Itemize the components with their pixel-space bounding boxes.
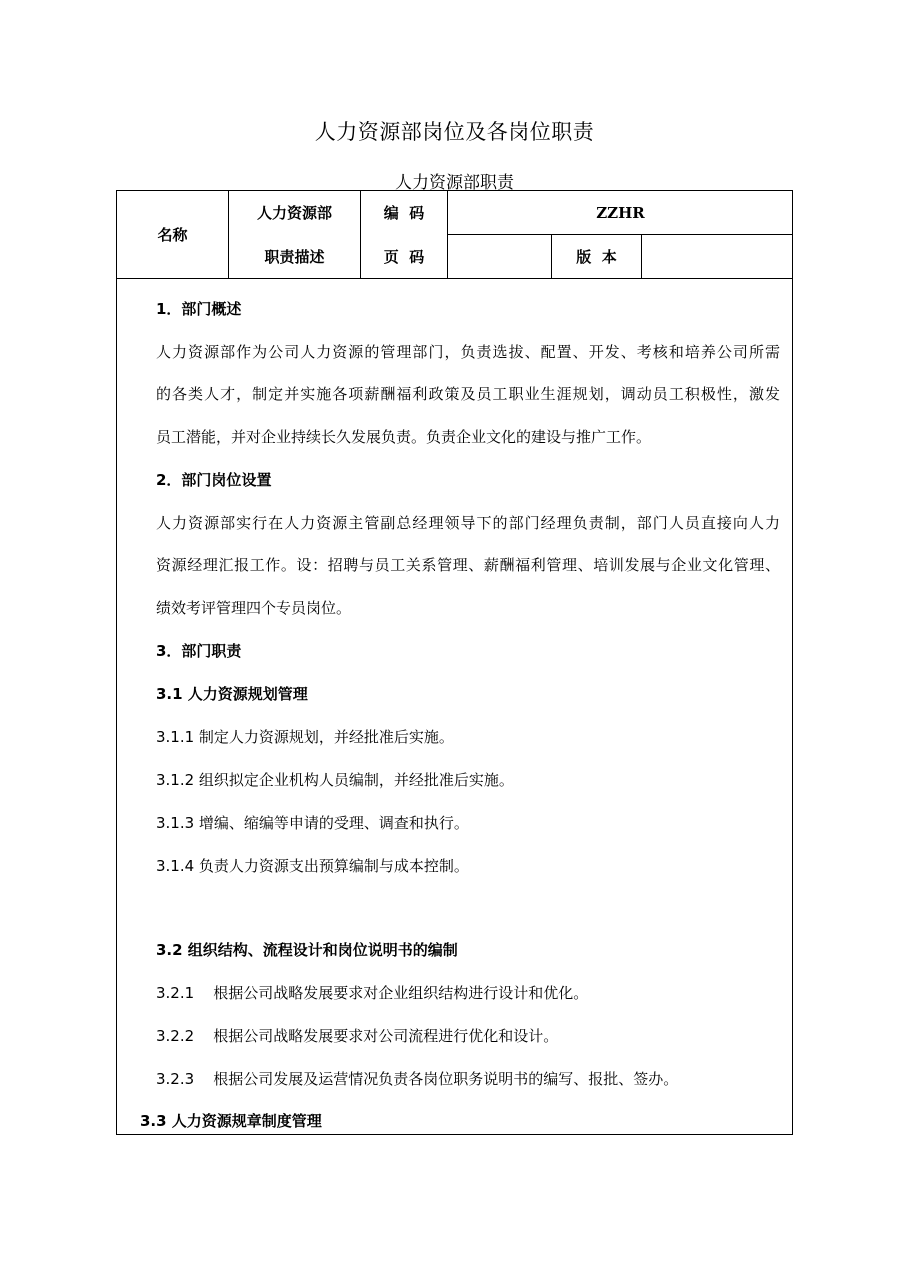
subsection-heading: 3.3 人力资源规章制度管理	[140, 1112, 322, 1130]
department-name: 人力资源部	[256, 204, 332, 222]
list-item: 3.1.2 组织拟定企业机构人员编制，并经批准后实施。	[156, 771, 514, 789]
page-value	[448, 235, 551, 278]
document-title: 人力资源部岗位及各岗位职责	[314, 120, 595, 144]
list-item: 3.1.3 增编、缩编等申请的受理、调查和执行。	[156, 814, 469, 832]
paragraph-line: 人力资源部实行在人力资源主管副总经理领导下的部门经理负责制，部门人员直接向人力	[156, 514, 780, 532]
paragraph-line: 员工潜能，并对企业持续长久发展负责。负责企业文化的建设与推广工作。	[156, 428, 652, 446]
code-value: ZZHR	[596, 203, 645, 222]
version-value	[642, 235, 793, 278]
paragraph-line: 人力资源部作为公司人力资源的管理部门，负责选拔、配置、开发、考核和培养公司所需	[156, 343, 780, 361]
version-label: 版 本	[576, 248, 617, 266]
code-label: 编 码	[383, 204, 425, 222]
paragraph-line: 绩效考评管理四个专员岗位。	[156, 599, 352, 617]
section-heading: 1．部门概述	[156, 300, 242, 318]
paragraph-line: 的各类人才，制定并实施各项薪酬福利政策及员工职业生涯规划，调动员工积极性，激发	[156, 385, 780, 403]
description-label: 职责描述	[264, 248, 325, 266]
section-heading: 3．部门职责	[156, 642, 242, 660]
list-item: 3.2.2 根据公司战略发展要求对公司流程进行优化和设计。	[156, 1027, 559, 1045]
list-item: 3.2.1 根据公司战略发展要求对企业组织结构进行设计和优化。	[156, 984, 589, 1002]
page-label: 页 码	[383, 248, 425, 266]
list-item: 3.2.3 根据公司发展及运营情况负责各岗位职务说明书的编写、报批、签办。	[156, 1070, 679, 1088]
name-label: 名称	[157, 226, 188, 244]
list-item: 3.1.1 制定人力资源规划，并经批准后实施。	[156, 728, 454, 746]
table-divider	[116, 278, 793, 279]
list-item: 3.1.4 负责人力资源支出预算编制与成本控制。	[156, 857, 469, 875]
section-heading: 2．部门岗位设置	[156, 471, 272, 489]
paragraph-line: 资源经理汇报工作。设：招聘与员工关系管理、薪酬福利管理、培训发展与企业文化管理、	[156, 556, 780, 574]
subsection-heading: 3.2 组织结构、流程设计和岗位说明书的编制	[156, 941, 458, 959]
subsection-heading: 3.1 人力资源规划管理	[156, 685, 308, 703]
section-subtitle: 人力资源部职责	[395, 173, 514, 193]
